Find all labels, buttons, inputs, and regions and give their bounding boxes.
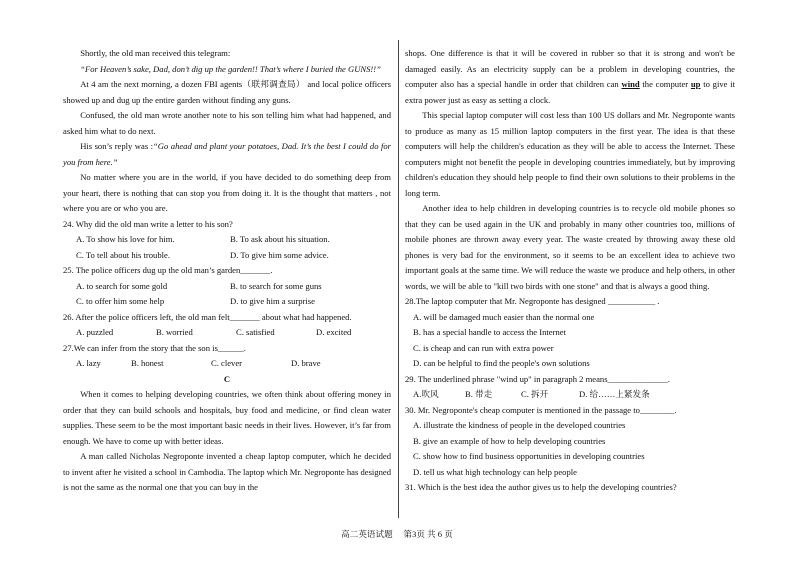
question-29: 29. The underlined phrase "wind up" in paragraph 2 means______________. [405, 373, 670, 384]
question-26: 26. After the police officers left, the old man felt_______ about what had happened. [63, 311, 352, 322]
q28-option-d: D. can be helpful to find the people's own solutions [413, 358, 590, 368]
underlined-up: up [690, 79, 701, 89]
telegram-text: “For Heaven’s sake, Dad, don’t dig up the garden!! That’s where I buried the GUNS!!” [80, 63, 381, 74]
passage-text-2: the computer [639, 79, 691, 89]
q28-option-a: A. will be damaged much easier than the normal one [413, 311, 595, 322]
q30-option-b: B. give an example of how to help developing countries [413, 435, 606, 446]
q29-option-b: B. 带走 [465, 389, 493, 399]
question-27: 27.We can infer from the story that the son is______. [63, 342, 246, 353]
passage-c-paragraph-2: A man called Nicholas Negroponte invented a cheap laptop computer, which he decided to invent after he visited a school in Cambodia. The laptop which Mr. Negroponte has designed is not the same as the normal one that you can buy in the [63, 451, 392, 492]
q25-option-c: C. to offer him some help [76, 296, 165, 306]
q26-options [63, 325, 391, 341]
q27-options [63, 356, 391, 372]
q27-option-c: C. clever [211, 358, 243, 368]
passage-text-3: to give it extra power just as easy as setting a clock. [405, 79, 736, 105]
q25-options-row2 [63, 294, 391, 310]
son-reply-lead: His son’s reply was : [80, 141, 154, 151]
question-24: 24. Why did the old man write a letter to his son? [63, 218, 233, 229]
question-30: 30. Mr. Negroponte's cheap computer is mentioned in the passage to________. [405, 404, 677, 415]
confused-paragraph: Confused, the old man wrote another note to his son telling him what had happened, and asked him what to do next. [63, 110, 391, 136]
q29-options [405, 387, 735, 403]
column-divider [398, 40, 399, 518]
q29-option-d: D. 给……上紧发条 [579, 389, 650, 399]
q24-option-d: D. To give him some advice. [230, 249, 329, 260]
q24-option-a: A. To show his love for him. [76, 234, 175, 244]
q28-option-b: B. has a special handle to access the Internet [413, 327, 566, 337]
q24-option-c: C. To tell about his trouble. [76, 249, 171, 260]
fbi-paragraph: At 4 am the next morning, a dozen FBI agents（联邦调查局） and local police officers showed up and dug up the entire garden without finding any guns. [63, 79, 391, 105]
q25-option-d: D. to give him a surprise [230, 296, 315, 306]
q30-option-a: A. illustrate the kindness of people in the developed countries [413, 420, 626, 430]
q29-option-a: A.吹风 [413, 389, 439, 399]
laptop-cost-paragraph: This special laptop computer will cost less than 100 US dollars and Mr. Negroponte wants to produce as many as 15 million laptop computers in the first year. The idea is that these computers will help the children's education as they will be able to access the Internet. These computers might not benefit the people in developing countries immediately, but by improving children's education they should help people to find their own solutions to their problems in the long term. [405, 110, 735, 198]
moral-paragraph: No matter where you are in the world, if you have decided to do something deep from your heart, there is nothing that can stop you from doing it. It is the thought that matters , not where you are or who you are. [63, 172, 391, 213]
q29-option-c: C. 拆开 [521, 389, 549, 399]
question-25: 25. The police officers dug up the old man’s garden_______. [63, 265, 273, 275]
passage-c-paragraph-1: When it comes to helping developing countries, we often think about offering money in order that they can build schools and hospitals, buy food and medicine, or find clean water supplies. These seem to be the most important basic needs in their lives. However, it’s far from enough. We have to come up with better ideas. [63, 389, 391, 446]
q28-option-c: C. is cheap and can run with extra power [413, 342, 554, 353]
q27-option-a: A. lazy [76, 358, 101, 368]
section-heading-c: C [223, 373, 231, 384]
q25-option-b: B. to search for some guns [230, 280, 322, 291]
passage-text-1: shops. One difference is that it will be covered in rubber so that it is strong and won't be damaged easily. As an electricity supply can be a problem in developing countries, the computer also has a special handle in order that children can [405, 48, 735, 89]
q26-option-c: C. satisfied [236, 327, 275, 337]
underlined-wind: wind [621, 79, 640, 89]
q25-options-row1 [63, 279, 391, 295]
son-reply-quote: “Go ahead and plant your potatoes, Dad. It’s the best I could do for you from here.” [63, 141, 391, 167]
q27-option-d: D. brave [291, 358, 321, 368]
q25-option-a: A. to search for some gold [76, 280, 168, 291]
question-31: 31. Which is the best idea the author gives us to help the developing countries? [405, 482, 677, 492]
q30-option-c: C. show how to find business opportunities in developing countries [413, 451, 645, 461]
q24-option-b: B. To ask about his situation. [230, 234, 330, 244]
q24-options-row1 [63, 232, 391, 248]
question-28: 28.The laptop computer that Mr. Negroponte has designed ___________ . [405, 296, 660, 306]
passage-c-continued [405, 46, 735, 108]
page-footer: 高二英语试题 第3页 共 6 页 [341, 529, 453, 539]
telegram-intro: Shortly, the old man received this telegram: [80, 48, 231, 58]
q27-option-b: B. honest [131, 358, 164, 368]
q24-options-row2 [63, 248, 391, 264]
son-reply-paragraph [63, 139, 391, 170]
q26-option-a: A. puzzled [76, 327, 114, 337]
left-column [63, 46, 391, 496]
q26-option-d: D. excited [316, 327, 352, 337]
q30-option-d: D. tell us what high technology can help people [413, 466, 577, 477]
q26-option-b: B. worried [156, 327, 193, 337]
right-column [405, 46, 735, 496]
recycle-phones-paragraph: Another idea to help children in developing countries is to recycle old mobile phones so that they can be used again in the UK and probably in many other countries too, millions of mobile phones are thrown away every year. The waste created by throwing away these old phones is very bad for the environment, so it seems to be an excellent idea to achieve two important goals at the same time. We will reduce the waste we produce and help others, in other words, we will be able to "kill two birds with one stone" and that is always a good thing. [405, 203, 735, 291]
